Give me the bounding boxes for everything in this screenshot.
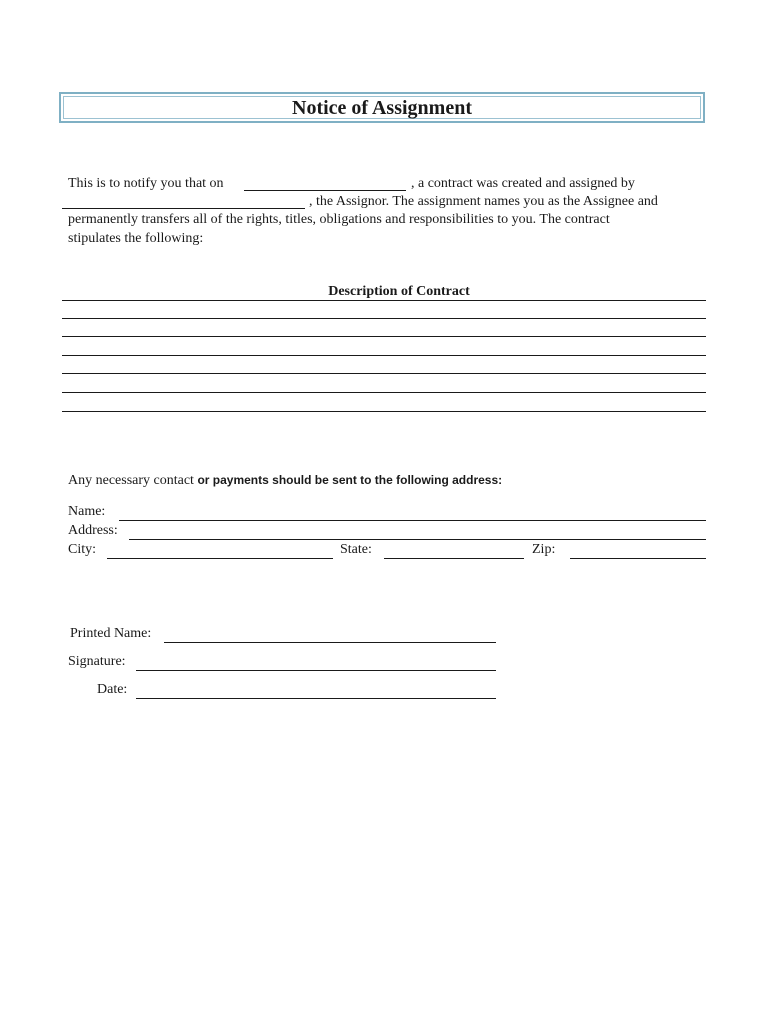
description-line-3[interactable] bbox=[62, 336, 706, 337]
intro-text-part1: This is to notify you that on bbox=[68, 176, 224, 191]
description-line-4[interactable] bbox=[62, 355, 706, 356]
address-field-line[interactable] bbox=[129, 539, 706, 540]
date-blank-line[interactable] bbox=[244, 190, 406, 191]
name-field-line[interactable] bbox=[119, 520, 706, 521]
zip-field-line[interactable] bbox=[570, 558, 706, 559]
signature-field-line[interactable] bbox=[136, 670, 496, 671]
city-field-line[interactable] bbox=[107, 558, 333, 559]
state-label: State: bbox=[340, 542, 372, 557]
description-line-2[interactable] bbox=[62, 318, 706, 319]
printed-name-label: Printed Name: bbox=[70, 626, 152, 641]
zip-label: Zip: bbox=[532, 542, 556, 557]
contact-instruction bbox=[68, 471, 502, 490]
name-label: Name: bbox=[68, 504, 106, 519]
signature-label: Signature: bbox=[68, 654, 126, 669]
intro-text-line3: permanently transfers all of the rights, titles, obligations and responsibilities to you. The contract bbox=[68, 212, 610, 227]
intro-text-part2: , a contract was created and assigned by bbox=[411, 176, 635, 191]
contact-instruction-plain: Any necessary contact bbox=[68, 473, 194, 488]
assignor-blank-line[interactable] bbox=[62, 208, 305, 209]
intro-text-part3: , the Assignor. The assignment names you as the Assignee and bbox=[309, 194, 658, 209]
description-line-6[interactable] bbox=[62, 392, 706, 393]
city-label: City: bbox=[68, 542, 97, 557]
contact-instruction-bold: or payments should be sent to the following address: bbox=[197, 473, 503, 487]
page-title: Notice of Assignment bbox=[292, 97, 472, 119]
description-line-7[interactable] bbox=[62, 411, 706, 412]
printed-name-field-line[interactable] bbox=[164, 642, 496, 643]
state-field-line[interactable] bbox=[384, 558, 524, 559]
description-line-5[interactable] bbox=[62, 373, 706, 374]
date-label: Date: bbox=[97, 682, 128, 697]
description-line-1[interactable] bbox=[62, 300, 706, 301]
description-heading: Description of Contract bbox=[328, 284, 470, 299]
date-field-line[interactable] bbox=[136, 698, 496, 699]
intro-text-line4: stipulates the following: bbox=[68, 231, 204, 246]
address-label: Address: bbox=[68, 523, 118, 538]
title-box bbox=[59, 92, 705, 123]
